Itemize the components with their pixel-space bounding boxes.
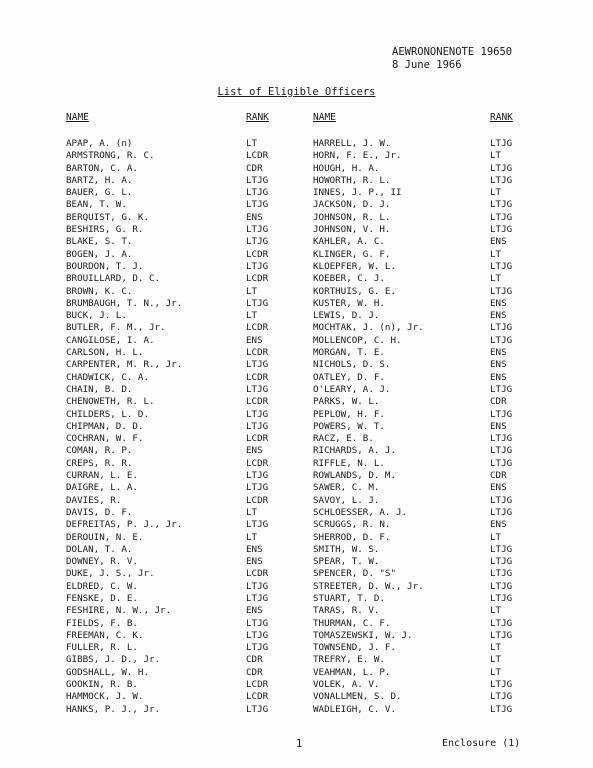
officer-name-right: NICHOLS, D. S. (313, 359, 391, 371)
officer-rank-right: LT (490, 531, 502, 543)
officer-row (0, 396, 593, 408)
officer-row (0, 495, 593, 507)
officer-rank-right: LTJG (490, 383, 513, 395)
officer-row (0, 310, 593, 322)
officer-rank-right: CDR (490, 396, 507, 408)
officer-row (0, 482, 593, 494)
column-header-name-right: NAME (313, 112, 336, 123)
officer-name-left: BUTLER, F. M., Jr. (66, 322, 166, 334)
officer-row (0, 347, 593, 359)
officer-rank-left: LTJG (246, 482, 269, 494)
officer-name-right: STUART, T. D. (313, 592, 385, 604)
officer-name-right: HARRELL, J. W. (313, 138, 391, 149)
officer-name-left: DAVIS, D. F. (66, 506, 133, 518)
column-header-name-left: NAME (66, 112, 89, 123)
officer-name-left: DOWNEY, R. V. (66, 556, 138, 568)
officer-name-left: DEFREITAS, P. J., Jr. (66, 519, 183, 531)
officer-name-right: MORGAN, T. E. (313, 347, 385, 359)
officer-rank-left: LCDR (246, 433, 269, 445)
officer-rank-right: LTJG (490, 199, 513, 211)
officer-row (0, 593, 593, 605)
officer-row (0, 199, 593, 211)
officer-name-right: KOEBER, C. J. (313, 273, 385, 285)
officer-name-right: KUSTER, W. H. (313, 297, 385, 309)
officer-name-right: SAWER, C. M. (313, 482, 380, 494)
officer-name-left: APAP, A. (n) (66, 138, 133, 149)
officer-name-left: COMAN, R. P. (66, 445, 133, 457)
officer-name-right: VOLEK, A. V. (313, 679, 380, 691)
officer-rank-right: LTJG (490, 617, 513, 629)
officer-rank-left: LCDR (246, 248, 269, 260)
officer-rank-right: ENS (490, 519, 507, 531)
officer-name-right: ROWLANDS, D. M. (313, 470, 396, 482)
officer-name-right: VEAHMAN, L. P. (313, 666, 391, 678)
officer-name-left: FIELDS, F. B. (66, 617, 138, 629)
officer-rank-right: LTJG (490, 703, 513, 715)
officer-row (0, 175, 593, 187)
officer-row (0, 138, 593, 150)
officer-rank-right: LTJG (490, 285, 513, 297)
officer-name-right: RICHARDS, A. J. (313, 445, 396, 457)
officer-rank-left: LTJG (246, 260, 269, 272)
officer-name-left: BARTZ, H. A. (66, 174, 133, 186)
officer-name-left: GOOKIN, R. B. (66, 679, 138, 691)
officer-name-right: TARAS, R. V. (313, 605, 380, 617)
officer-rank-right: LTJG (490, 224, 513, 236)
officer-rank-left: LT (246, 506, 258, 518)
officer-rank-left: LCDR (246, 150, 269, 162)
officer-name-right: KAHLER, A. C. (313, 236, 385, 248)
officer-rank-left: LTJG (246, 187, 269, 199)
column-header-rank-left: RANK (246, 112, 269, 123)
officer-name-left: DAIGRE, L. A. (66, 482, 138, 494)
officer-rank-right: LTJG (490, 408, 513, 420)
officer-name-right: SAVOY, L. J. (313, 494, 380, 506)
officer-name-left: BOURDON, T. J. (66, 260, 144, 272)
officer-row (0, 630, 593, 642)
officer-name-left: DEROUIN, N. E. (66, 531, 144, 543)
officer-rank-left: LTJG (246, 470, 269, 482)
officer-rank-right: ENS (490, 297, 507, 309)
officer-rank-right: LTJG (490, 162, 513, 174)
officer-row (0, 384, 593, 396)
page-number: 1 (296, 738, 303, 750)
officer-rank-left: LTJG (246, 580, 269, 592)
officer-rank-right: ENS (490, 359, 507, 371)
officer-name-left: FULLER, R. L. (66, 642, 138, 654)
officer-row (0, 433, 593, 445)
officer-name-left: CHENOWETH, R. L. (66, 396, 155, 408)
officer-row (0, 421, 593, 433)
officer-rank-left: LCDR (246, 568, 269, 580)
officer-name-right: HOUGH, H. A. (313, 162, 380, 174)
officer-rank-left: ENS (246, 334, 263, 346)
officer-rank-left: LTJG (246, 629, 269, 641)
officer-name-left: CARPENTER, M. R., Jr. (66, 359, 183, 371)
officer-name-right: VONALLMEN, S. D. (313, 691, 402, 703)
officer-rank-left: LTJG (246, 592, 269, 604)
officer-name-left: BROUILLARD, D. C. (66, 273, 161, 285)
officer-name-right: PEPLOW, H. F. (313, 408, 385, 420)
officer-name-left: FREEMAN, C. K. (66, 629, 144, 641)
officer-row (0, 150, 593, 162)
officer-row (0, 642, 593, 654)
officer-rank-left: LTJG (246, 199, 269, 211)
officer-name-right: HORN, F. E., Jr. (313, 150, 402, 162)
officer-row (0, 322, 593, 334)
officer-name-left: CHIPMAN, D. D. (66, 420, 144, 432)
officer-rank-right: LTJG (490, 433, 513, 445)
officer-row (0, 298, 593, 310)
column-header-rank-right: RANK (490, 112, 513, 123)
officer-rank-left: LCDR (246, 457, 269, 469)
officer-rank-left: CDR (246, 666, 263, 678)
officer-rank-left: LTJG (246, 359, 269, 371)
officer-name-left: FENSKE, D. E. (66, 592, 138, 604)
officer-name-right: SHERROD, D. F. (313, 531, 391, 543)
officer-name-left: CARLSON, H. L. (66, 347, 144, 359)
officer-row (0, 704, 593, 716)
officer-rank-right: LTJG (490, 211, 513, 223)
officer-name-left: CURRAN, L. E. (66, 470, 138, 482)
officer-rank-right: LTJG (490, 494, 513, 506)
officer-name-right: TREFRY, E. W. (313, 654, 385, 666)
officer-name-left: BEAN, T. W. (66, 199, 127, 211)
officer-name-left: ELDRED, C. W. (66, 580, 138, 592)
enclosure-label: Enclosure (1) (442, 738, 521, 749)
officer-name-left: DAVIES, R. (66, 494, 122, 506)
officer-name-right: MOLLENCOP, C. H. (313, 334, 402, 346)
officer-row (0, 409, 593, 421)
officer-row (0, 187, 593, 199)
officer-rank-right: LTJG (490, 556, 513, 568)
officer-name-left: CHADWICK, C. A. (66, 371, 149, 383)
document-reference: AEWRONONENOTE 19650 (392, 46, 513, 58)
document-date: 8 June 1966 (392, 59, 462, 71)
officer-list (0, 138, 593, 716)
officer-name-right: SCHLOESSER, A. J. (313, 506, 408, 518)
officer-rank-right: LTJG (490, 260, 513, 272)
officer-rank-right: LTJG (490, 629, 513, 641)
officer-rank-right: LT (490, 187, 502, 199)
officer-row (0, 224, 593, 236)
officer-rank-left: ENS (246, 445, 263, 457)
officer-rank-right: LTJG (490, 543, 513, 555)
officer-name-right: KORTHUIS, G. E. (313, 285, 396, 297)
officer-row (0, 335, 593, 347)
officer-name-right: WADLEIGH, C. V. (313, 703, 396, 715)
officer-name-left: BARTON, C. A. (66, 162, 138, 174)
officer-name-left: BOGEN, J. A. (66, 248, 133, 260)
officer-name-right: O'LEARY, A. J. (313, 383, 391, 395)
officer-rank-left: CDR (246, 162, 263, 174)
officer-rank-left: LCDR (246, 679, 269, 691)
officer-rank-left: CDR (246, 654, 263, 666)
officer-name-right: RIFFLE, N. L. (313, 457, 385, 469)
officer-rank-right: ENS (490, 420, 507, 432)
officer-row (0, 470, 593, 482)
officer-name-right: RACZ, E. B. (313, 433, 374, 445)
officer-rank-left: LTJG (246, 408, 269, 420)
officer-rank-left: LT (246, 310, 258, 322)
officer-row (0, 679, 593, 691)
officer-row (0, 532, 593, 544)
officer-rank-left: LTJG (246, 642, 269, 654)
officer-name-right: SMITH, W. S. (313, 543, 380, 555)
officer-rank-right: ENS (490, 482, 507, 494)
officer-rank-right: ENS (490, 347, 507, 359)
officer-name-right: KLOEPFER, W. L. (313, 260, 396, 272)
officer-name-left: HAMMOCK, J. W. (66, 691, 144, 703)
officer-rank-right: ENS (490, 371, 507, 383)
officer-rank-left: LCDR (246, 347, 269, 359)
officer-rank-right: LT (490, 248, 502, 260)
officer-row (0, 667, 593, 679)
officer-row (0, 605, 593, 617)
officer-rank-right: LTJG (490, 679, 513, 691)
officer-rank-left: LTJG (246, 703, 269, 715)
officer-row (0, 236, 593, 248)
officer-rank-left: LTJG (246, 224, 269, 236)
officer-rank-right: LTJG (490, 568, 513, 580)
officer-row (0, 556, 593, 568)
officer-name-left: BESHIRS, G. R. (66, 224, 144, 236)
officer-rank-right: LT (490, 642, 502, 654)
officer-name-right: SPEAR, T. W. (313, 556, 380, 568)
officer-rank-right: CDR (490, 470, 507, 482)
officer-name-left: BROWN, K. C. (66, 285, 133, 297)
document-title-container (0, 86, 593, 98)
officer-rank-left: ENS (246, 556, 263, 568)
officer-name-left: ARMSTRONG, R. C. (66, 150, 155, 162)
officer-row (0, 261, 593, 273)
officer-rank-left: LCDR (246, 371, 269, 383)
officer-row (0, 691, 593, 703)
officer-rank-right: LT (490, 150, 502, 162)
officer-name-right: LEWIS, D. J. (313, 310, 380, 322)
officer-row (0, 273, 593, 285)
officer-rank-left: LCDR (246, 396, 269, 408)
officer-rank-left: LTJG (246, 174, 269, 186)
officer-rank-right: LTJG (490, 174, 513, 186)
officer-rank-left: LTJG (246, 297, 269, 309)
officer-rank-right: LT (490, 666, 502, 678)
officer-rank-left: LTJG (246, 519, 269, 531)
officer-name-right: HOWORTH, R. L. (313, 174, 391, 186)
officer-rank-left: LCDR (246, 273, 269, 285)
officer-name-right: JACKSON, D. J. (313, 199, 391, 211)
officer-name-left: DUKE, J. S., Jr. (66, 568, 155, 580)
officer-row (0, 445, 593, 457)
officer-row (0, 458, 593, 470)
officer-rank-left: LCDR (246, 691, 269, 703)
officer-name-left: CREPS, R. R. (66, 457, 133, 469)
officer-row (0, 372, 593, 384)
officer-name-left: BUCK, J. L. (66, 310, 127, 322)
officer-row (0, 286, 593, 298)
officer-name-right: TOMASZEWSKI, W. J. (313, 629, 413, 641)
officer-row (0, 249, 593, 261)
officer-rank-left: LCDR (246, 494, 269, 506)
officer-rank-right: LTJG (490, 457, 513, 469)
officer-name-right: MOCHTAK, J. (n), Jr. (313, 322, 424, 334)
officer-name-right: JOHNSON, R. L. (313, 211, 391, 223)
officer-row (0, 507, 593, 519)
officer-rank-right: LTJG (490, 592, 513, 604)
officer-rank-right: LTJG (490, 445, 513, 457)
officer-rank-right: LT (490, 273, 502, 285)
officer-name-left: COCHRAN, W. F. (66, 433, 144, 445)
officer-rank-left: LT (246, 285, 258, 297)
document-title: List of Eligible Officers (217, 86, 376, 98)
officer-name-right: INNES, J. P., II (313, 187, 402, 199)
officer-row (0, 544, 593, 556)
officer-name-left: BLAKE, S. T. (66, 236, 133, 248)
officer-name-right: THURMAN, C. F. (313, 617, 391, 629)
officer-rank-left: ENS (246, 211, 263, 223)
officer-rank-right: ENS (490, 236, 507, 248)
officer-rank-left: LT (246, 138, 258, 149)
officer-rank-right: LTJG (490, 506, 513, 518)
officer-name-left: CANGILOSE, I. A. (66, 334, 155, 346)
officer-rank-right: LTJG (490, 322, 513, 334)
officer-row (0, 359, 593, 371)
officer-row (0, 568, 593, 580)
officer-row (0, 212, 593, 224)
officer-rank-left: ENS (246, 543, 263, 555)
officer-name-right: SPENCER, D. "S" (313, 568, 396, 580)
officer-name-right: KLINGER, G. F. (313, 248, 391, 260)
officer-name-left: CHAIN, B. D. (66, 383, 133, 395)
officer-rank-left: LTJG (246, 617, 269, 629)
officer-name-right: SCRUGGS, R. N. (313, 519, 391, 531)
officer-name-right: TOWNSEND, J. F. (313, 642, 396, 654)
officer-row (0, 581, 593, 593)
officer-name-left: BAUER, G. L. (66, 187, 133, 199)
officer-rank-right: LTJG (490, 334, 513, 346)
officer-name-left: GIBBS, J. D., Jr. (66, 654, 161, 666)
officer-rank-left: LTJG (246, 420, 269, 432)
officer-rank-right: LTJG (490, 580, 513, 592)
officer-name-right: JOHNSON, V. H. (313, 224, 391, 236)
officer-name-left: CHILDERS, L. D. (66, 408, 149, 420)
officer-row (0, 654, 593, 666)
officer-name-left: BERQUIST, G. K. (66, 211, 149, 223)
officer-rank-right: LTJG (490, 138, 513, 149)
officer-rank-left: LT (246, 531, 258, 543)
officer-row (0, 163, 593, 175)
officer-rank-left: ENS (246, 605, 263, 617)
officer-name-right: STREETER, D. W., Jr. (313, 580, 424, 592)
officer-rank-left: LTJG (246, 383, 269, 395)
officer-name-left: GODSHALL, W. H. (66, 666, 149, 678)
officer-name-left: BRUMBAUGH, T. N., Jr. (66, 297, 183, 309)
officer-name-left: DOLAN, T. A. (66, 543, 133, 555)
officer-rank-right: LTJG (490, 691, 513, 703)
officer-name-right: OATLEY, D. F. (313, 371, 385, 383)
officer-rank-right: LT (490, 605, 502, 617)
officer-rank-left: LTJG (246, 236, 269, 248)
officer-rank-left: LCDR (246, 322, 269, 334)
officer-row (0, 519, 593, 531)
officer-name-right: PARKS, W. L. (313, 396, 380, 408)
document-header (392, 46, 512, 72)
officer-row (0, 618, 593, 630)
officer-rank-right: ENS (490, 310, 507, 322)
officer-name-right: POWERS, W. T. (313, 420, 385, 432)
officer-name-left: FESHIRE, N. W., Jr. (66, 605, 172, 617)
officer-rank-right: LT (490, 654, 502, 666)
officer-name-left: HANKS, P. J., Jr. (66, 703, 161, 715)
